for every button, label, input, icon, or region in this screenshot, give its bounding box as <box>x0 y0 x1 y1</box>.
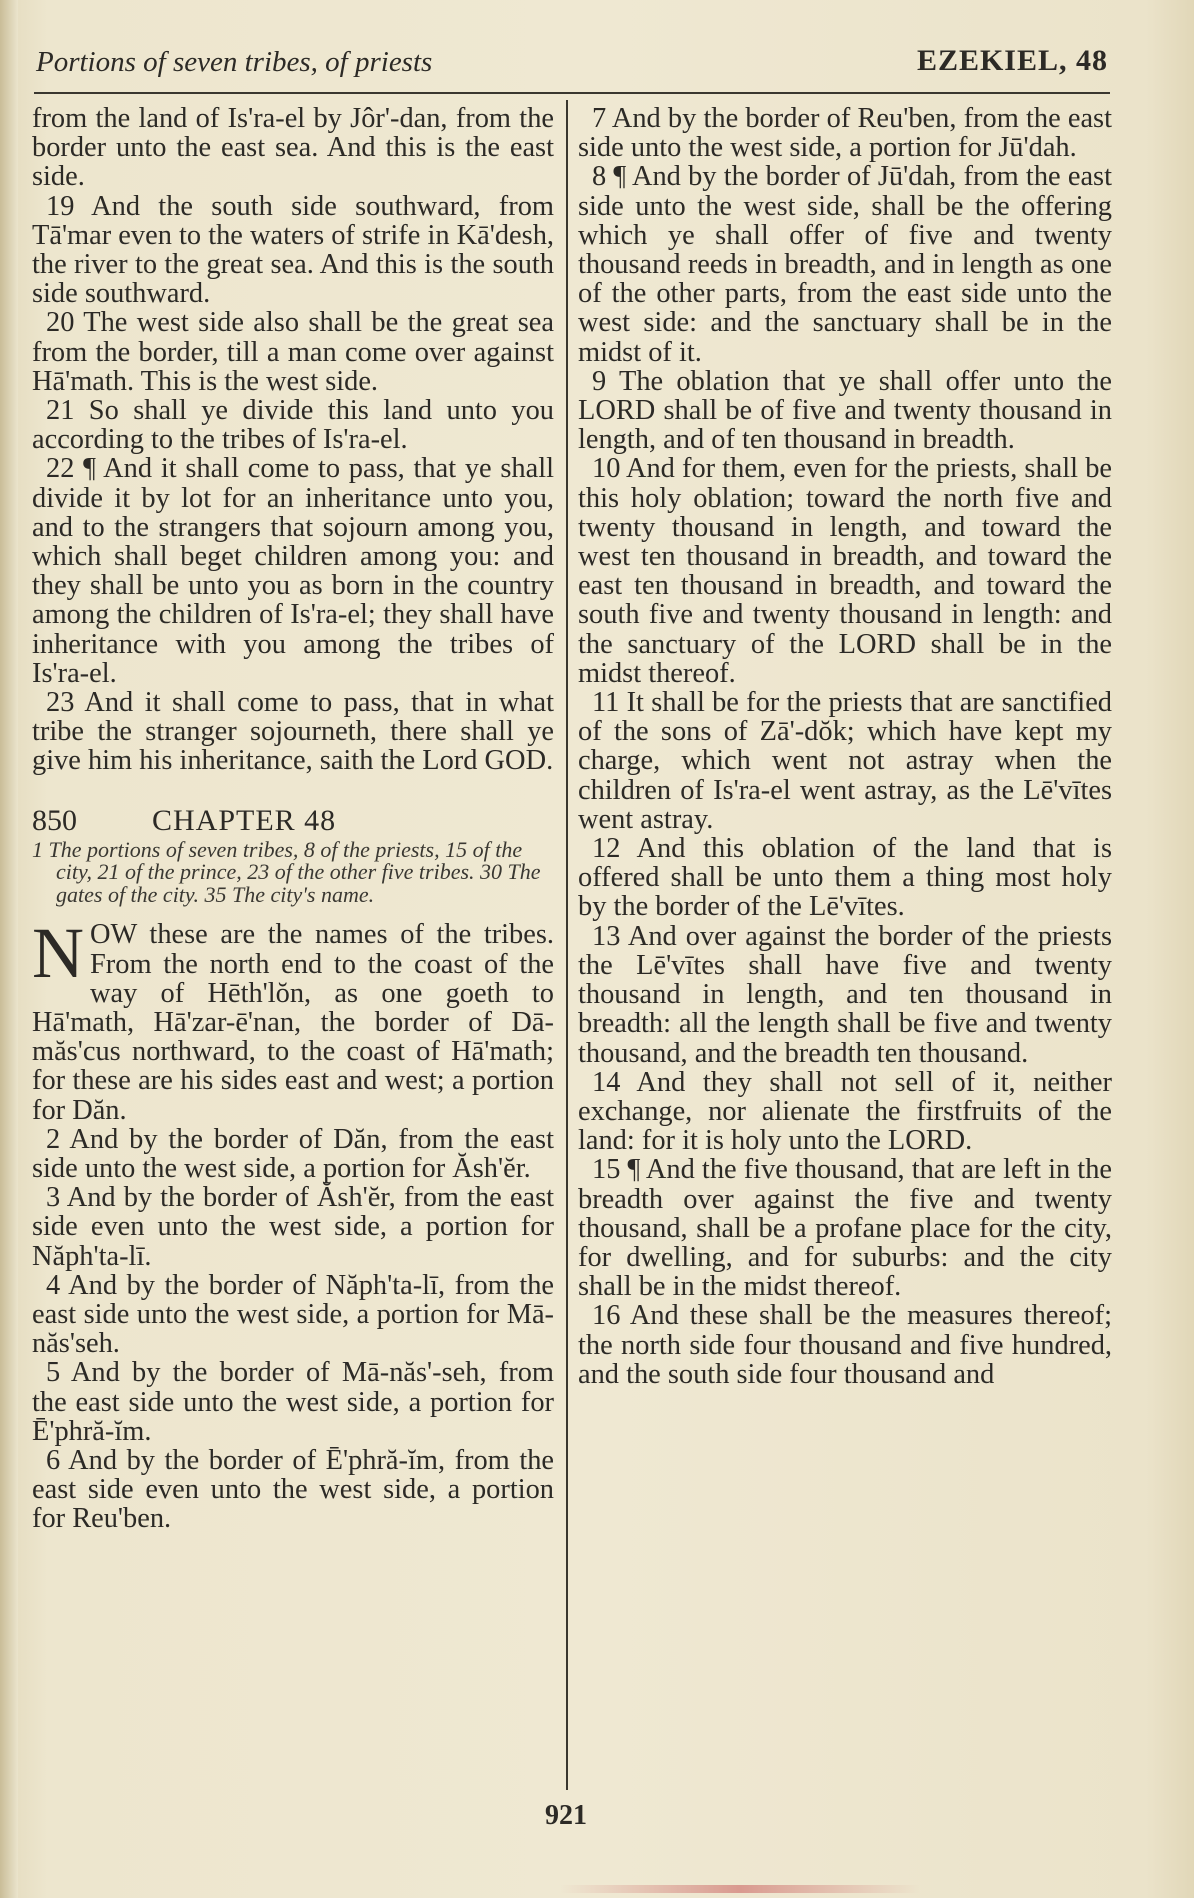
verse: 13 And over against the border of the priests the Lē'vītes shall have five and twenty thousand in length, and ten thousand in breadth: all the length shall be five and twenty thousand, and the breadth ten thousand. <box>578 920 1112 1069</box>
verse: 6 And by the border of Ē'phră-ĭm, from the east side even unto the west side, a portion for Reu'ben. <box>32 1445 554 1535</box>
right-column <box>578 104 1112 1389</box>
verse: 12 And this oblation of the land that is offered shall be unto them a thing most holy by the border of the Lē'vītes. <box>578 833 1112 923</box>
verse: 20 The west side also shall be the great sea from the border, till a man come over against Hā'math. This is the west side. <box>32 307 554 397</box>
chapter-synopsis: 1 The portions of seven tribes, 8 of the priests, 15 of the city, 21 of the prince, 23 of the other five tribes. 30 The gates of the city. 35 The city's name. <box>32 836 541 907</box>
verse: 21 So shall ye divide this land unto you according to the tribes of Is'ra-el. <box>32 395 554 456</box>
verse: 11 It shall be for the priests that are sanctified of the sons of Zā'-dŏk; which have kept my charge, which went not astray when the children of Is'ra-el went astray, as the Lē'vītes went astray. <box>578 687 1112 835</box>
running-head-right: EZEKIEL, 48 <box>916 44 1108 77</box>
chapter-page-ref: 850 <box>32 803 77 837</box>
verse: 5 And by the border of Mā-năs'-seh, from the east side unto the west side, a portion for Ē'phră-ĭm. <box>32 1357 554 1447</box>
verse: from the land of Is'ra-el by Jôr'-dan, from the border unto the east sea. And this is the east side. <box>32 103 554 193</box>
verse: 15 ¶ And the five thousand, that are left in the breadth over against the five and twenty thousand, shall be a profane place for the city, for dwelling, and for suburbs: and the city shall be in the midst thereof. <box>578 1154 1112 1303</box>
verse: 19 And the south side southward, from Tā'mar even to the waters of strife in Kā'desh, the river to the great sea. And this is the south side southward. <box>32 190 554 310</box>
column-divider <box>566 100 568 1790</box>
verse: 16 And these shall be the measures thereof; the north side four thousand and five hundred, and the south side four thousand and <box>578 1300 1112 1390</box>
ink-smudge <box>560 1885 920 1893</box>
verse: 23 And it shall come to pass, that in what tribe the stranger sojourneth, there shall ye give him his inheritance, saith the Lord GOD. <box>32 687 554 777</box>
running-head-left: Portions of seven tribes, of priests <box>36 46 433 78</box>
verse: 8 ¶ And by the border of Jū'dah, from the east side unto the west side, shall be the offering which ye shall offer of five and twenty thousand reeds in breadth, and in length as one of the other parts, from the east side unto the west side: and the sanctuary shall be in the midst of it. <box>578 161 1112 368</box>
verse: 22 ¶ And it shall come to pass, that ye shall divide it by lot for an inheritance unto you, and to the strangers that sojourn among you, which shall beget children among you: and they shall be unto you as born in the country among the children of Is'ra-el; they shall have inheritance with you among the tribes of Is'ra-el. <box>32 453 554 689</box>
binding-shadow <box>0 0 18 1898</box>
dropcap: N <box>32 913 84 994</box>
verse: 4 And by the border of Năph'ta-lī, from the east side unto the west side, a portion for Mā-năs'seh. <box>32 1269 554 1360</box>
header-rule <box>34 92 1110 94</box>
left-column <box>32 104 554 1534</box>
verse: 14 And they shall not sell of it, neither exchange, nor alienate the firstfruits of the land: for it is holy unto the LORD. <box>578 1066 1112 1157</box>
chapter-title: CHAPTER 48 <box>152 803 337 837</box>
verse: 10 And for them, even for the priests, shall be this holy oblation; toward the north five and twenty thousand in length, and toward the west ten thousand in breadth, and toward the east ten thousand in breadth, and toward the south five and twenty thousand in length: and the sanctuary of the LORD shall be in the midst thereof. <box>578 453 1112 689</box>
chapter-first-verse <box>32 913 554 1126</box>
verse: 9 The oblation that ye shall offer unto the LORD shall be of five and twenty thousand in length, and of ten thousand in breadth. <box>578 365 1112 456</box>
verse: 2 And by the border of Dăn, from the east side unto the west side, a portion for Ăsh'ĕr. <box>32 1123 554 1184</box>
verse: 7 And by the border of Reu'ben, from the east side unto the west side, a portion for Jū'dah. <box>578 103 1112 164</box>
verse: 3 And by the border of Ăsh'ĕr, from the east side even unto the west side, a portion for Năph'ta-lī. <box>32 1182 554 1272</box>
page-number: 921 <box>545 1800 587 1831</box>
first-verse-text: OW these are the names of the tribes. From the north end to the coast of the way of Hēth'lŏn, as one goeth to Hā'math, Hā'zar-ē'nan, the border of Dā-măs'cus northward, to the coast of Hā'math; for these are his sides east and west; a portion for Dăn. <box>32 919 554 1126</box>
chapter-heading <box>32 803 554 837</box>
